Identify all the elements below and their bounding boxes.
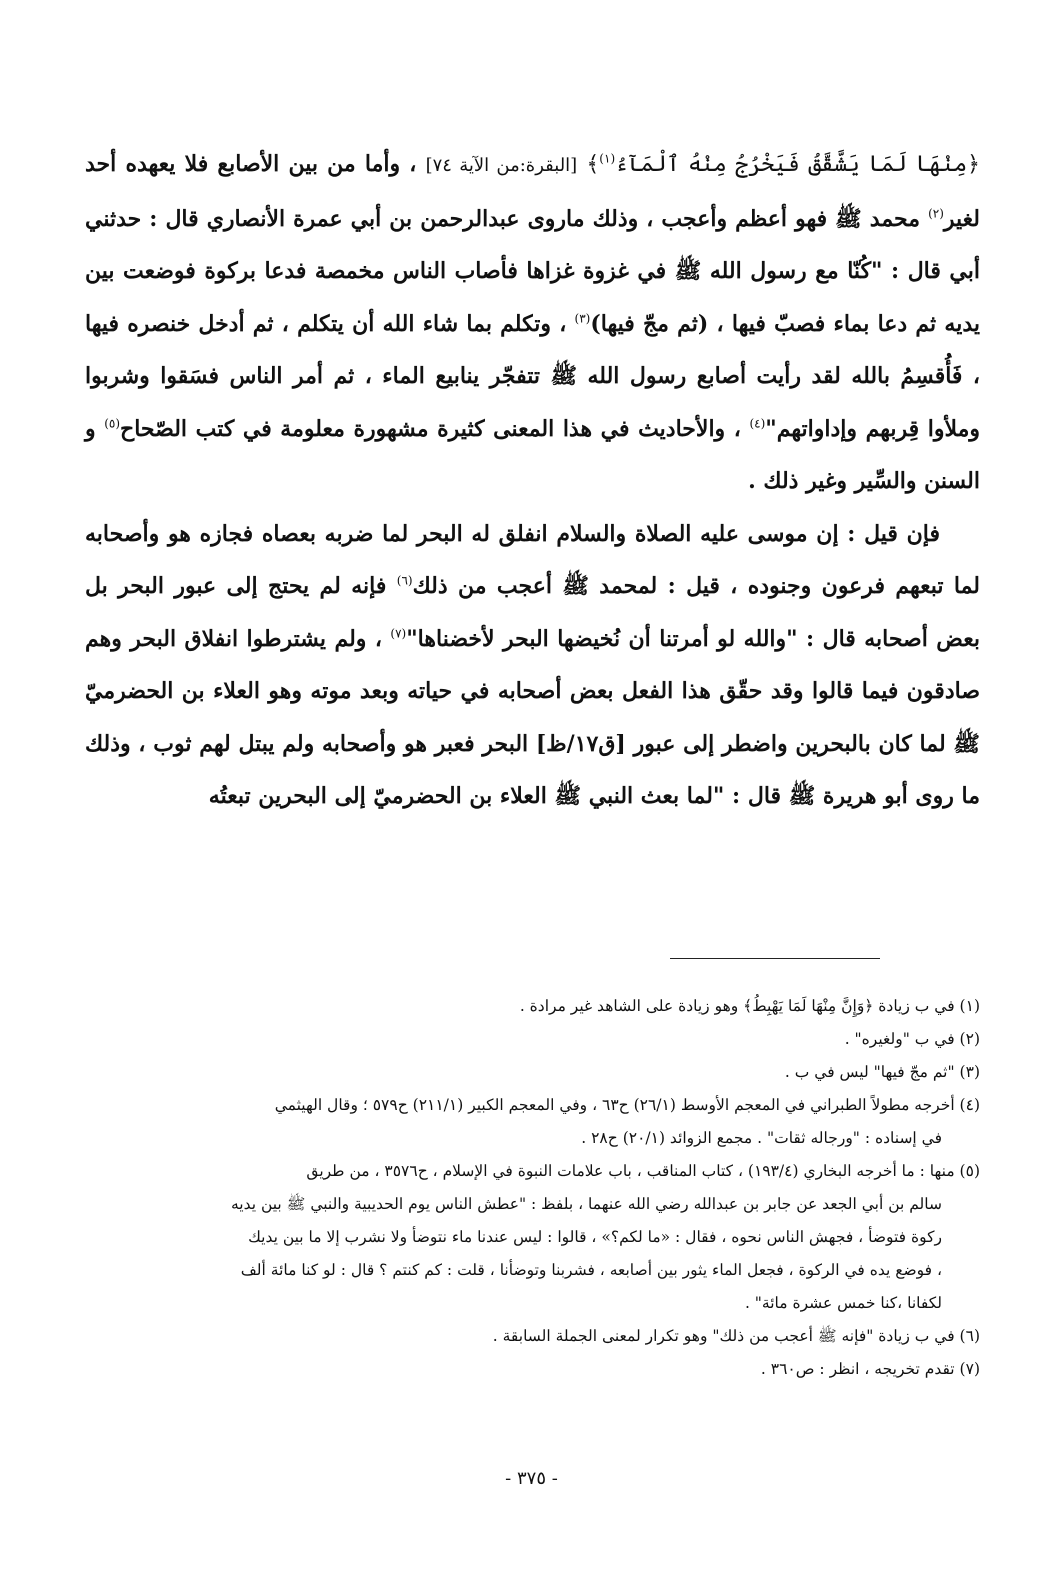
footnote-marker-6: (٦) xyxy=(396,573,413,588)
footnote-4-continued: في إسناده : "ورجاله ثقات" . مجمع الزوائد (٢٠/١) ح٢٨ . xyxy=(581,1129,942,1147)
footnote-2: (٢) في ب "ولغيره" . xyxy=(844,1030,980,1048)
text-segment: ، وأما من بين الأصابع فلا يعهده أحد لغير xyxy=(85,151,980,232)
main-text-block xyxy=(85,138,980,823)
text-segment: فإنه لم يحتج إلى عبور البحر بل بعض أصحابه قال : "والله لو أمرتنا أن نُخيضها البحر لأخضناها" xyxy=(85,573,980,652)
quran-verse-close: ﴾ xyxy=(586,152,600,177)
footnote-marker-4: (٤) xyxy=(749,416,766,431)
text-segment: ، وتكلم بما شاء الله أن يتكلم ، ثم أدخل خنصره فيها ، فَأُقسِمُ بالله لقد رأيت أصابع رسول الله ﷺ تتفجّر ينابيع الماء ، ثم أمر الناس فسَقوا وشربوا وملأوا قِربهم وإداواتهم" xyxy=(85,310,980,442)
footnote-5-continued: ، فوضع يده في الركوة ، فجعل الماء يثور بين أصابعه ، فشربنا وتوضأنا ، قلت : كم كنتم ؟ قال : لو كنا مائة ألف xyxy=(240,1261,942,1279)
footnote-4: (٤) أخرجه مطولاً الطبراني في المعجم الأوسط (٢٦/١) ح٦٣ ، وفي المعجم الكبير (٢١١/١) ح٥٧٩ ؛ وقال الهيثمي xyxy=(274,1096,980,1114)
footnotes-section xyxy=(85,990,980,1386)
footnote-divider xyxy=(670,958,880,959)
body-text xyxy=(85,138,980,823)
text-segment: ، والأحاديث في هذا المعنى كثيرة مشهورة معلومة في كتب الصّحاح xyxy=(120,415,741,442)
footnote-marker-1: (١) xyxy=(599,151,616,166)
text-segment: محمد ﷺ فهو أعظم وأعجب ، وذلك ماروى عبدالرحمن بن أبي عمرة الأنصاري قال : حدثني أبي قال : "كُنّا مع رسول الله ﷺ في غزوة غزاها فأصاب الناس مخمصة فدعا بركوة فوضعت بين يديه ثم دعا بماء فصبّ فيها ، (ثم مجّ فيها) xyxy=(85,205,981,337)
footnote-5-continued: لكفانا ،كنا خمس عشرة مائة" . xyxy=(744,1294,942,1312)
footnote-6: (٦) في ب زيادة "فإنه ﷺ أعجب من ذلك" وهو تكرار لمعنى الجملة السابقة . xyxy=(492,1327,980,1345)
footnote-7: (٧) تقدم تخريجه ، انظر : ص٣٦٠ . xyxy=(760,1360,980,1378)
page-number: - ٣٧٥ - xyxy=(505,1468,558,1489)
footnote-marker-3: (٣) xyxy=(574,311,591,326)
text-segment: ، ولم يشترطوا انفلاق البحر وهم صادقون فيما قالوا وقد حقّق هذا الفعل بعض أصحابه في حياته وبعد موته وهو العلاء بن الحضرميّ ﷺ لما كان بالبحرين واضطر إلى عبور [ق١٧/ظ] البحر فعبر هو وأصحابه ولم يبتل لهم ثوب ، وذلك ما روى أبو هريرة ﷺ قال : "لما بعث النبي ﷺ العلاء بن الحضرميّ إلى البحرين تبعتُه xyxy=(85,625,981,809)
paragraph-2 xyxy=(85,508,980,823)
quran-verse: ﴿مِنْهَا لَمَا يَشَّقَّقُ فَيَخْرُجُ مِنْهُ ٱلْمَآءُ xyxy=(615,152,980,177)
footnote-1: (١) في ب زيادة ﴿وَإِنَّ مِنْهَا لَمَا يَهْبِطُ﴾ وهو زيادة على الشاهد غير مرادة . xyxy=(519,997,980,1015)
footnote-marker-5: (٥) xyxy=(104,416,121,431)
footnote-5-continued: ركوة فتوضأ ، فجهش الناس نحوه ، فقال : «ما لكم؟» ، قالوا : ليس عندنا ماء نتوضأ ولا نشرب إلا ما بين يديك xyxy=(248,1228,942,1246)
footnote-5-continued: سالم بن أبي الجعد عن جابر بن عبدالله رضي الله عنهما ، بلفظ : "عطش الناس يوم الحديبية والنبي ﷺ بين يديه xyxy=(230,1195,942,1213)
paragraph-1 xyxy=(85,138,980,508)
footnote-marker-7: (٧) xyxy=(390,626,407,641)
footnote-5: (٥) منها : ما أخرجه البخاري (١٩٣/٤) ، كتاب المناقب ، باب علامات النبوة في الإسلام ، ح٣٥٧٦ ، من طريق xyxy=(306,1162,980,1180)
footnote-3: (٣) "ثم مجّ فيها" ليس في ب . xyxy=(784,1063,980,1081)
text-segment: و السنن والسِّير وغير ذلك . xyxy=(85,415,980,494)
text-segment: فإن قيل : إن موسى عليه الصلاة والسلام انفلق له البحر لما ضربه بعصاه فجازه هو وأصحابه لما تبعهم فرعون وجنوده ، قيل : لمحمد ﷺ أعجب من ذلك xyxy=(85,520,980,599)
footnote-marker-2: (٢) xyxy=(928,206,944,221)
verse-reference: [البقرة:من الآية ٧٤] xyxy=(425,155,578,176)
